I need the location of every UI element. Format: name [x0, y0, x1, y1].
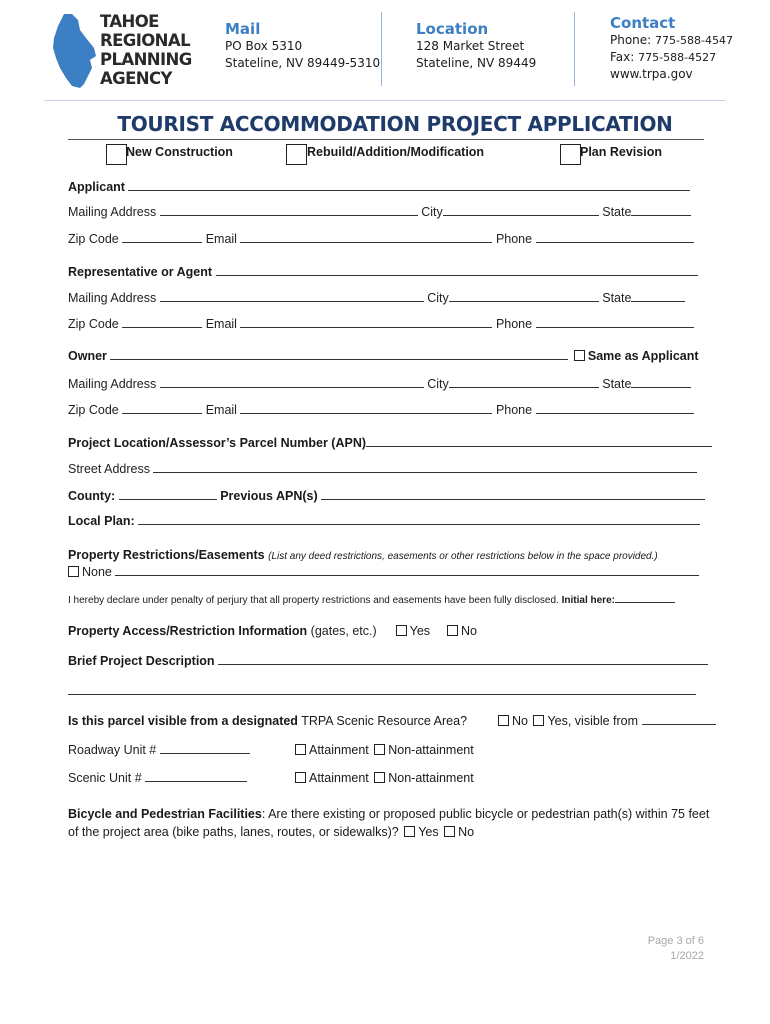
header-divider: [574, 12, 575, 86]
previous-apn-field[interactable]: [321, 488, 705, 500]
access-note: (gates, etc.): [310, 624, 377, 638]
representative-phone-field[interactable]: [536, 316, 694, 328]
scenic-attainment-label: Attainment: [309, 771, 369, 785]
form-title: TOURIST ACCOMMODATION PROJECT APPLICATION: [117, 112, 673, 136]
owner-zip-field[interactable]: [122, 402, 202, 414]
county-label: County:: [68, 489, 116, 503]
access-no-checkbox[interactable]: [447, 625, 458, 636]
lake-tahoe-icon: [50, 12, 98, 90]
plan-revision-label: Plan Revision: [580, 145, 662, 159]
bike-question-2: of the project area (bike paths, lanes, routes, or sidewalks)?: [68, 825, 399, 839]
access-yes-label: Yes: [409, 624, 431, 638]
page-footer: [648, 934, 704, 964]
applicant-zip-row: [68, 231, 694, 247]
scenic-non-attainment-checkbox[interactable]: [374, 772, 385, 783]
bike-question-line-2: [68, 824, 474, 840]
plan-revision-checkbox[interactable]: [560, 144, 581, 165]
mailing-address-label: Mailing Address: [68, 291, 157, 305]
scenic-unit-row: [68, 770, 247, 786]
fax-number: 775-588-4527: [638, 51, 717, 64]
access-yes-checkbox[interactable]: [396, 625, 407, 636]
owner-state-field[interactable]: [631, 376, 691, 388]
representative-mailing-address-field[interactable]: [160, 290, 424, 302]
owner-address-row: [68, 376, 691, 392]
representative-zip-field[interactable]: [122, 316, 202, 328]
location-line-1: 128 Market Street: [416, 39, 525, 53]
description-row-2: [68, 683, 696, 699]
bike-question-1: : Are there existing or proposed public bicycle or pedestrian path(s) within 75 feet: [261, 807, 710, 821]
zip-code-label: Zip Code: [68, 317, 119, 331]
description-field[interactable]: [218, 653, 708, 665]
logo-line-1: TAHOE: [100, 12, 159, 31]
applicant-state-field[interactable]: [631, 204, 691, 216]
scenic-unit-label: Scenic Unit #: [68, 771, 142, 785]
website: www.trpa.gov: [610, 67, 693, 81]
owner-email-field[interactable]: [240, 402, 492, 414]
header-divider: [381, 12, 382, 86]
representative-address-row: [68, 290, 685, 306]
restrictions-row: [68, 547, 658, 565]
visible-question-bold: Is this parcel visible from a designated: [68, 714, 298, 728]
fax-label: Fax:: [610, 50, 635, 64]
revision-date: 1/2022: [670, 950, 704, 962]
none-label: None: [82, 565, 112, 579]
initial-here-field[interactable]: [615, 593, 675, 603]
visible-question-rest: TRPA Scenic Resource Area?: [301, 714, 468, 728]
scenic-attainment-checkbox[interactable]: [295, 772, 306, 783]
applicant-label: Applicant: [68, 180, 125, 194]
bike-question-line-1: [68, 806, 709, 822]
logo-line-3: PLANNING: [100, 50, 192, 69]
scenic-unit-field[interactable]: [145, 770, 247, 782]
visible-from-field[interactable]: [642, 713, 716, 725]
email-label: Email: [205, 403, 237, 417]
county-row: [68, 488, 705, 504]
none-row: [68, 564, 699, 580]
rebuild-label: Rebuild/Addition/Modification: [307, 145, 485, 159]
owner-city-field[interactable]: [449, 376, 599, 388]
applicant-mailing-address-field[interactable]: [160, 204, 418, 216]
scenic-attainment-row: [295, 770, 474, 786]
representative-label: Representative or Agent: [68, 265, 213, 279]
city-label: City: [421, 205, 443, 219]
access-no-label: No: [461, 624, 477, 638]
contact-title: Contact: [610, 14, 676, 32]
description-row: [68, 653, 708, 669]
restrictions-field[interactable]: [115, 564, 699, 576]
restrictions-note: (List any deed restrictions, easements or other restrictions below in the space provided.): [268, 551, 658, 562]
county-field[interactable]: [119, 488, 217, 500]
new-construction-checkbox[interactable]: [106, 144, 127, 165]
state-label: State: [602, 205, 632, 219]
scenic-visibility-row: [68, 713, 716, 729]
roadway-unit-field[interactable]: [160, 742, 250, 754]
applicant-row: [68, 179, 690, 195]
roadway-attainment-row: [295, 742, 474, 758]
email-label: Email: [205, 317, 237, 331]
rebuild-checkbox[interactable]: [286, 144, 307, 165]
applicant-field[interactable]: [128, 179, 690, 191]
representative-email-field[interactable]: [240, 316, 492, 328]
visible-no-label: No: [512, 714, 528, 728]
location-block: [416, 20, 536, 72]
owner-phone-field[interactable]: [536, 402, 694, 414]
owner-mailing-address-field[interactable]: [160, 376, 424, 388]
contact-block: [610, 14, 733, 83]
bike-title: Bicycle and Pedestrian Facilities: [68, 807, 262, 821]
email-label: Email: [205, 232, 237, 246]
applicant-city-field[interactable]: [443, 204, 599, 216]
state-label: State: [602, 291, 632, 305]
representative-row: [68, 264, 698, 280]
roadway-non-attainment-checkbox[interactable]: [374, 744, 385, 755]
street-address-field[interactable]: [153, 461, 697, 473]
access-row: [68, 623, 477, 639]
visible-yes-checkbox[interactable]: [533, 715, 544, 726]
mail-block: [225, 20, 380, 72]
representative-city-field[interactable]: [449, 290, 599, 302]
city-label: City: [427, 291, 449, 305]
zip-code-label: Zip Code: [68, 232, 119, 246]
city-label: City: [427, 377, 449, 391]
representative-state-field[interactable]: [631, 290, 685, 302]
logo-line-2: REGIONAL: [100, 31, 190, 50]
new-construction-label: New Construction: [126, 145, 233, 159]
bike-yes-checkbox[interactable]: [404, 826, 415, 837]
restrictions-title: Property Restrictions/Easements: [68, 548, 265, 562]
roadway-attainment-label: Attainment: [309, 743, 369, 757]
apn-label: Project Location/Assessor’s Parcel Number (APN): [68, 436, 367, 450]
mail-line-1: PO Box 5310: [225, 39, 303, 53]
applicant-address-row: [68, 204, 691, 220]
initial-here-label: Initial here:: [561, 595, 615, 606]
scenic-non-attainment-label: Non-attainment: [388, 771, 474, 785]
owner-zip-row: [68, 402, 694, 418]
mailing-address-label: Mailing Address: [68, 205, 157, 219]
mailing-address-label: Mailing Address: [68, 377, 157, 391]
owner-label: Owner: [68, 349, 107, 363]
apn-row: [68, 435, 712, 451]
phone-label: Phone:: [610, 33, 652, 47]
phone-number: 775-588-4547: [655, 34, 733, 47]
apn-field[interactable]: [366, 435, 712, 447]
roadway-unit-row: [68, 742, 250, 758]
description-label: Brief Project Description: [68, 654, 215, 668]
declaration-row: [68, 593, 675, 609]
state-label: State: [602, 377, 632, 391]
applicant-email-field[interactable]: [240, 231, 492, 243]
location-title: Location: [416, 20, 489, 38]
page-number: Page 3 of 6: [647, 935, 704, 947]
zip-code-label: Zip Code: [68, 403, 119, 417]
mail-line-2: Stateline, NV 89449-5310: [225, 56, 381, 70]
trpa-logo: [50, 12, 190, 90]
applicant-phone-field[interactable]: [536, 231, 694, 243]
street-address-label: Street Address: [68, 462, 150, 476]
declaration-text: I hereby declare under penalty of perjury that all property restrictions and easements have been fully disclosed.: [68, 595, 559, 606]
header-rule: [44, 100, 726, 101]
owner-field[interactable]: [110, 348, 568, 360]
street-address-row: [68, 461, 697, 477]
roadway-attainment-checkbox[interactable]: [295, 744, 306, 755]
representative-zip-row: [68, 316, 694, 332]
bike-no-checkbox[interactable]: [444, 826, 455, 837]
description-field-continued[interactable]: [68, 683, 696, 695]
location-line-2: Stateline, NV 89449: [416, 56, 537, 70]
phone-label: Phone: [495, 317, 533, 331]
none-checkbox[interactable]: [68, 566, 79, 577]
visible-yes-label: Yes, visible from: [547, 714, 639, 728]
applicant-zip-field[interactable]: [122, 231, 202, 243]
same-as-applicant-label: Same as Applicant: [587, 349, 699, 363]
local-plan-label: Local Plan:: [68, 514, 135, 528]
same-as-applicant-checkbox[interactable]: [574, 350, 585, 361]
representative-field[interactable]: [216, 264, 698, 276]
bike-no-label: No: [458, 825, 475, 839]
title-rule: [68, 139, 704, 140]
phone-label: Phone: [495, 232, 533, 246]
phone-label: Phone: [495, 403, 533, 417]
roadway-non-attainment-label: Non-attainment: [388, 743, 474, 757]
logo-line-4: AGENCY: [100, 69, 172, 88]
mail-title: Mail: [225, 20, 261, 38]
local-plan-field[interactable]: [138, 513, 700, 525]
local-plan-row: [68, 513, 700, 529]
roadway-unit-label: Roadway Unit #: [68, 743, 157, 757]
visible-no-checkbox[interactable]: [498, 715, 509, 726]
bike-yes-label: Yes: [418, 825, 439, 839]
owner-row: [68, 348, 699, 364]
previous-apn-label: Previous APN(s): [220, 489, 318, 503]
access-title: Property Access/Restriction Information: [68, 624, 308, 638]
